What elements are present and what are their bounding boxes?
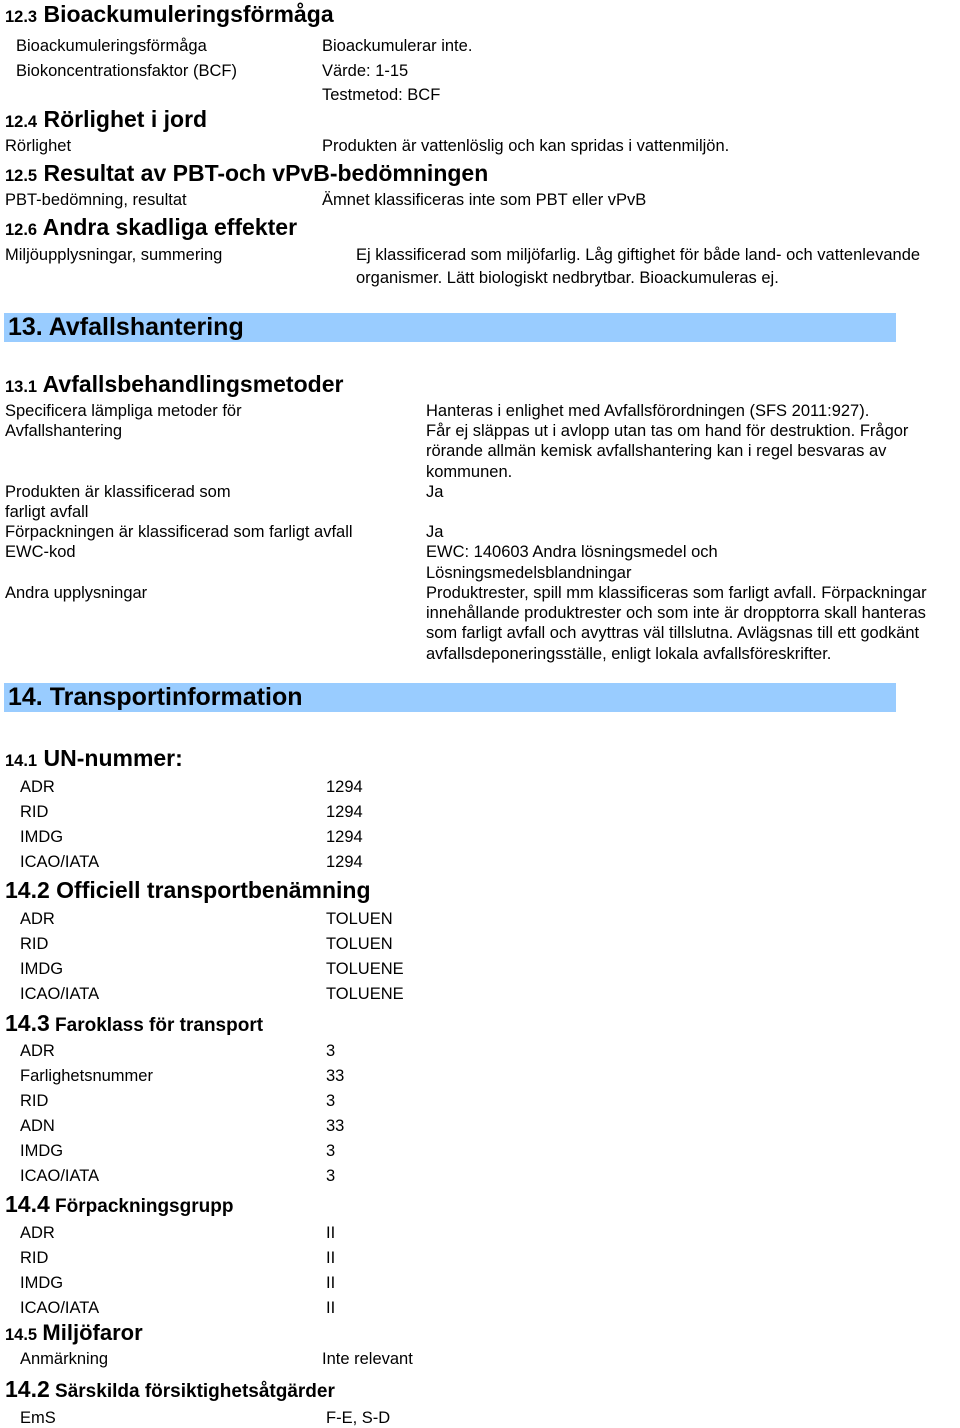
other-info-value-line2: innehållande produktrester och som inte är dropptorra skall hanteras bbox=[426, 604, 926, 622]
class-adr-value: 3 bbox=[326, 1042, 336, 1060]
heading-12-5 bbox=[5, 160, 488, 186]
pg-imdg-label: IMDG bbox=[20, 1274, 64, 1292]
un-adr-value: 1294 bbox=[326, 778, 363, 796]
heading-14-1-title: UN-nummer: bbox=[43, 745, 183, 771]
heading-14-5 bbox=[5, 1320, 143, 1346]
packaging-value: Ja bbox=[426, 523, 444, 541]
other-info-label: Andra upplysningar bbox=[5, 584, 148, 602]
heading-14-5-number: 14.5 bbox=[5, 1326, 38, 1344]
heading-special-precautions bbox=[5, 1376, 335, 1403]
methods-value-line2: Får ej släppas ut i avlopp utan tas om hand för destruktion. Frågor bbox=[426, 422, 909, 440]
bcf-label: Biokoncentrationsfaktor (BCF) bbox=[16, 62, 238, 80]
heading-14-3 bbox=[5, 1010, 263, 1037]
class-imdg-value: 3 bbox=[326, 1142, 336, 1160]
hazardous-waste-label-line1: Produkten är klassificerad som bbox=[5, 483, 231, 501]
heading-12-3-title: Bioackumuleringsförmåga bbox=[43, 1, 334, 27]
ewc-value-line2: Lösningsmedelsblandningar bbox=[426, 564, 632, 582]
bioacc-value: Bioackumulerar inte. bbox=[322, 37, 473, 55]
class-hazard-number-value: 33 bbox=[326, 1067, 345, 1085]
env-summary-value-line2: organismer. Lätt biologiskt nedbrytbar. Bioackumuleras ej. bbox=[356, 269, 779, 287]
env-remark-value: Inte relevant bbox=[322, 1350, 413, 1368]
other-info-value-line1: Produktrester, spill mm klassificeras som farligt avfall. Förpackningar bbox=[426, 584, 927, 602]
un-rid-value: 1294 bbox=[326, 803, 363, 821]
class-adn-value: 33 bbox=[326, 1117, 345, 1135]
heading-13-1-number: 13.1 bbox=[5, 378, 38, 396]
pg-imdg-value: II bbox=[326, 1274, 336, 1292]
mobility-label: Rörlighet bbox=[5, 137, 72, 155]
heading-14-4-title: Förpackningsgrupp bbox=[55, 1196, 234, 1217]
heading-12-5-number: 12.5 bbox=[5, 167, 38, 185]
bcf-testmethod: Testmetod: BCF bbox=[322, 86, 441, 104]
env-summary-value-line1: Ej klassificerad som miljöfarlig. Låg giftighet för både land- och vattenlevande bbox=[356, 246, 921, 264]
heading-14-2 bbox=[5, 877, 371, 903]
heading-14-1-number: 14.1 bbox=[5, 752, 38, 770]
heading-12-4-title: Rörlighet i jord bbox=[43, 106, 208, 132]
pg-rid-value: II bbox=[326, 1249, 336, 1267]
pg-icao-label: ICAO/IATA bbox=[20, 1299, 100, 1317]
hazardous-waste-label-line2: farligt avfall bbox=[5, 503, 89, 521]
pbt-value: Ämnet klassificeras inte som PBT eller vPvB bbox=[322, 191, 647, 209]
methods-value-line1: Hanteras i enlighet med Avfallsförordningen (SFS 2011:927). bbox=[426, 402, 870, 420]
heading-12-6 bbox=[5, 214, 297, 240]
heading-12-6-number: 12.6 bbox=[5, 221, 38, 239]
ems-value: F-E, S-D bbox=[326, 1409, 391, 1427]
name-rid-value: TOLUEN bbox=[326, 935, 393, 953]
heading-12-4 bbox=[5, 106, 207, 132]
ems-label: EmS bbox=[20, 1409, 56, 1427]
heading-14-2-number: 14.2 bbox=[5, 877, 50, 903]
heading-14-1 bbox=[5, 745, 183, 771]
other-info-value-line4: avfallsdeponeringsställe, enligt lokala avfallsföreskrifter. bbox=[426, 645, 832, 663]
section-14-band bbox=[4, 683, 896, 712]
class-adr-label: ADR bbox=[20, 1042, 55, 1060]
pg-adr-value: II bbox=[326, 1224, 336, 1242]
methods-value-line4: kommunen. bbox=[426, 463, 513, 481]
bcf-value: Värde: 1-15 bbox=[322, 62, 409, 80]
heading-12-5-title: Resultat av PBT-och vPvB-bedömningen bbox=[43, 160, 489, 186]
class-rid-value: 3 bbox=[326, 1092, 336, 1110]
heading-14-3-title: Faroklass för transport bbox=[55, 1015, 264, 1036]
section-14-title: 14. Transportinformation bbox=[8, 683, 303, 711]
pbt-label: PBT-bedömning, resultat bbox=[5, 191, 187, 209]
env-remark-label: Anmärkning bbox=[20, 1350, 109, 1368]
un-imdg-label: IMDG bbox=[20, 828, 64, 846]
methods-label-line2: Avfallshantering bbox=[5, 422, 123, 440]
methods-value-line3: rörande allmän kemisk avfallshantering kan i regel besvaras av bbox=[426, 442, 887, 460]
mobility-value: Produkten är vattenlöslig och kan spridas i vattenmiljön. bbox=[322, 137, 730, 155]
heading-special-precautions-title: Särskilda försiktighetsåtgärder bbox=[55, 1381, 335, 1402]
ewc-label: EWC-kod bbox=[5, 543, 76, 561]
heading-12-3 bbox=[5, 1, 334, 27]
un-imdg-value: 1294 bbox=[326, 828, 363, 846]
bioacc-label: Bioackumuleringsförmåga bbox=[16, 37, 207, 55]
name-rid-label: RID bbox=[20, 935, 49, 953]
class-icao-value: 3 bbox=[326, 1167, 336, 1185]
class-rid-label: RID bbox=[20, 1092, 49, 1110]
heading-14-2-title: Officiell transportbenämning bbox=[56, 877, 371, 903]
hazardous-waste-value: Ja bbox=[426, 483, 444, 501]
name-icao-value: TOLUENE bbox=[326, 985, 404, 1003]
packaging-label: Förpackningen är klassificerad som farligt avfall bbox=[5, 523, 353, 541]
class-imdg-label: IMDG bbox=[20, 1142, 64, 1160]
class-adn-label: ADN bbox=[20, 1117, 55, 1135]
heading-13-1 bbox=[5, 371, 343, 397]
heading-14-3-number: 14.3 bbox=[5, 1010, 50, 1036]
class-hazard-number-label: Farlighetsnummer bbox=[20, 1067, 153, 1085]
heading-special-precautions-number: 14.2 bbox=[5, 1376, 50, 1402]
name-icao-label: ICAO/IATA bbox=[20, 985, 100, 1003]
name-imdg-value: TOLUENE bbox=[326, 960, 404, 978]
un-icao-label: ICAO/IATA bbox=[20, 853, 100, 871]
ewc-value-line1: EWC: 140603 Andra lösningsmedel och bbox=[426, 543, 718, 561]
pg-rid-label: RID bbox=[20, 1249, 49, 1267]
env-summary-label: Miljöupplysningar, summering bbox=[5, 246, 223, 264]
pg-icao-value: II bbox=[326, 1299, 336, 1317]
name-adr-label: ADR bbox=[20, 910, 55, 928]
heading-14-5-title: Miljöfaror bbox=[42, 1320, 143, 1345]
heading-14-4 bbox=[5, 1191, 233, 1218]
other-info-value-line3: som farligt avfall och avyttras väl tillslutna. Avlägsnas till ett godkänt bbox=[426, 624, 920, 642]
methods-label-line1: Specificera lämpliga metoder för bbox=[5, 402, 242, 420]
section-13-band bbox=[4, 313, 896, 342]
heading-14-4-number: 14.4 bbox=[5, 1191, 50, 1217]
heading-13-1-title: Avfallsbehandlingsmetoder bbox=[42, 371, 344, 397]
un-icao-value: 1294 bbox=[326, 853, 363, 871]
class-icao-label: ICAO/IATA bbox=[20, 1167, 100, 1185]
un-rid-label: RID bbox=[20, 803, 49, 821]
heading-12-4-number: 12.4 bbox=[5, 113, 38, 131]
heading-12-6-title: Andra skadliga effekter bbox=[42, 214, 298, 240]
name-imdg-label: IMDG bbox=[20, 960, 64, 978]
name-adr-value: TOLUEN bbox=[326, 910, 393, 928]
un-adr-label: ADR bbox=[20, 778, 55, 796]
section-13-title: 13. Avfallshantering bbox=[8, 313, 244, 341]
pg-adr-label: ADR bbox=[20, 1224, 55, 1242]
heading-12-3-number: 12.3 bbox=[5, 8, 38, 26]
